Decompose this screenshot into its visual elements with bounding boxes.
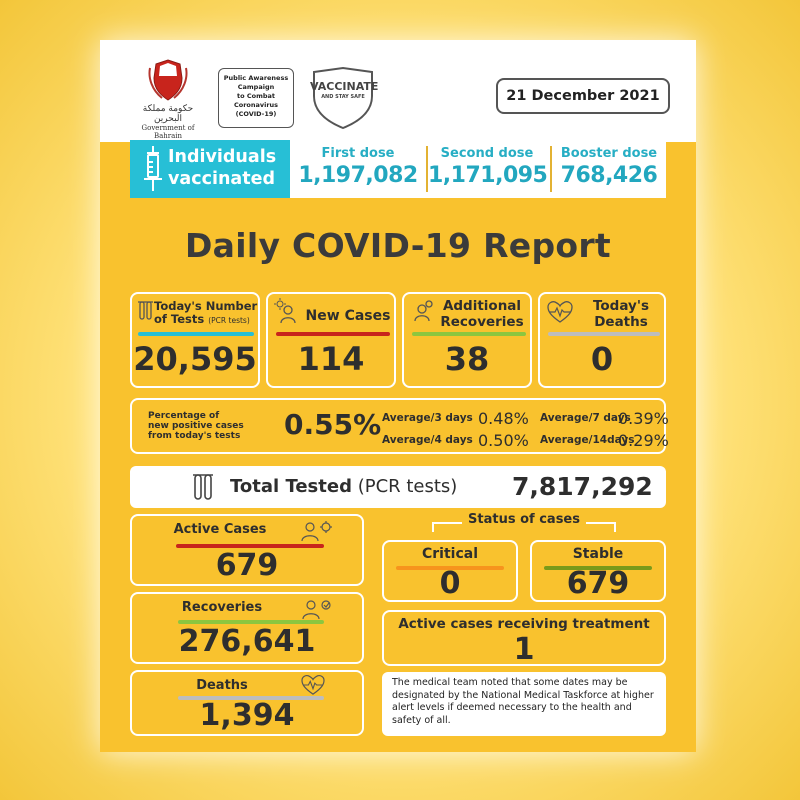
green-underline bbox=[412, 332, 526, 336]
recoveries-label-line: Recoveries bbox=[440, 314, 524, 330]
new-cases-label: New Cases bbox=[305, 308, 391, 324]
heart-pulse-icon bbox=[546, 300, 574, 324]
positivity-label-line: new positive cases bbox=[148, 421, 244, 431]
virus-icon bbox=[274, 298, 286, 310]
avg4-value: 0.50% bbox=[478, 431, 529, 450]
campaign-line: Coronavirus bbox=[233, 101, 279, 109]
campaign-badge bbox=[218, 68, 294, 128]
coat-of-arms-icon bbox=[148, 58, 188, 102]
tests-label-line bbox=[154, 313, 260, 327]
first-dose-label: First dose bbox=[321, 146, 395, 161]
stable-value: 679 bbox=[566, 566, 630, 601]
red-underline bbox=[276, 332, 390, 336]
new-cases-value: 114 bbox=[297, 340, 365, 378]
deaths-label-line: Deaths bbox=[594, 314, 648, 330]
avg3-value: 0.48% bbox=[478, 409, 529, 428]
person-virus-icon bbox=[298, 520, 336, 542]
tests-label-line: Today's Number bbox=[154, 299, 258, 313]
test-tubes-icon bbox=[138, 300, 154, 322]
status-title: Status of cases bbox=[468, 512, 580, 527]
total-tested-bar bbox=[130, 466, 666, 508]
total-tested-value: 7,817,292 bbox=[512, 472, 653, 501]
second-dose-value: 1,171,095 bbox=[428, 163, 548, 188]
tests-value: 20,595 bbox=[133, 340, 257, 378]
tests-label-small: (PCR tests) bbox=[208, 316, 250, 325]
individuals-vaccinated-panel bbox=[130, 140, 290, 198]
total-tested-label-bold: Total Tested bbox=[230, 476, 352, 497]
vax-title-line: vaccinated bbox=[168, 169, 275, 189]
avg7-label: Average/7 days bbox=[540, 412, 631, 424]
gray-underline bbox=[548, 332, 660, 336]
recoveries-value: 38 bbox=[444, 340, 490, 378]
campaign-line: Public Awareness bbox=[223, 74, 289, 82]
second-dose-stat bbox=[428, 146, 546, 188]
recoveries-card bbox=[402, 292, 532, 388]
critical-label: Critical bbox=[421, 546, 478, 562]
report-date: 21 December 2021 bbox=[496, 78, 670, 114]
avg14-label: Average/14days bbox=[540, 434, 635, 446]
campaign-line: Campaign bbox=[237, 83, 275, 91]
avg14-value: 0.29% bbox=[618, 431, 669, 450]
booster-dose-stat bbox=[552, 146, 666, 188]
active-cases-card bbox=[130, 514, 364, 586]
tests-label-line2: of Tests bbox=[154, 312, 205, 326]
positivity-rate-panel bbox=[130, 398, 669, 454]
cyan-underline bbox=[138, 332, 254, 336]
test-tubes-icon bbox=[192, 472, 214, 502]
medical-team-note: The medical team noted that some dates may be designated by the National Medical Taskforce at higher alert levels if deemed necessary to the health and safety of all. bbox=[382, 672, 666, 736]
active-cases-value: 679 bbox=[215, 548, 279, 583]
positivity-label-line: Percentage of bbox=[148, 411, 220, 421]
report-title: Daily COVID-19 Report bbox=[184, 226, 612, 265]
total-deaths-label: Deaths bbox=[196, 678, 248, 693]
new-cases-card bbox=[266, 292, 396, 388]
vaccinate-shield-badge bbox=[310, 66, 379, 130]
total-deaths-card bbox=[130, 670, 364, 736]
vaccinate-title: VACCINATE bbox=[310, 80, 379, 93]
second-dose-label: Second dose bbox=[440, 146, 534, 161]
vax-title-line: Individuals bbox=[168, 147, 277, 167]
recoveries-label-line: Additional bbox=[442, 298, 522, 314]
vaccinate-subtitle: AND STAY SAFE bbox=[321, 94, 365, 100]
deaths-label-line: Today's bbox=[592, 298, 650, 314]
critical-value: 0 bbox=[439, 566, 461, 601]
heart-pulse-icon bbox=[300, 674, 326, 696]
vaccination-strip bbox=[130, 140, 666, 198]
header bbox=[100, 40, 696, 142]
treatment-value: 1 bbox=[513, 632, 535, 667]
campaign-line: (COVID-19) bbox=[235, 110, 277, 118]
total-recoveries-value: 276,641 bbox=[178, 624, 316, 659]
stable-card bbox=[530, 540, 666, 602]
avg4-label: Average/4 days bbox=[382, 434, 473, 446]
total-deaths-value: 1,394 bbox=[199, 698, 295, 733]
campaign-line: to Combat bbox=[237, 92, 275, 100]
treatment-label: Active cases receiving treatment bbox=[398, 616, 650, 632]
stable-label: Stable bbox=[572, 546, 624, 562]
syringe-icon bbox=[140, 145, 166, 193]
positivity-label bbox=[148, 411, 244, 441]
positivity-label-line: from today's tests bbox=[148, 431, 241, 441]
total-tested-label-normal: (PCR tests) bbox=[357, 476, 458, 497]
deaths-label bbox=[578, 298, 664, 330]
booster-dose-label: Booster dose bbox=[560, 146, 658, 161]
first-dose-stat bbox=[294, 146, 422, 188]
deaths-value: 0 bbox=[590, 340, 614, 378]
tests-label bbox=[154, 300, 260, 327]
critical-card bbox=[382, 540, 518, 602]
first-dose-value: 1,197,082 bbox=[298, 163, 418, 188]
treatment-card bbox=[382, 610, 666, 666]
person-recovery-icon bbox=[300, 598, 336, 620]
individuals-vaccinated-title bbox=[168, 146, 276, 190]
positivity-value: 0.55% bbox=[284, 408, 382, 441]
recoveries-label bbox=[434, 298, 530, 330]
active-cases-label: Active Cases bbox=[173, 522, 267, 537]
avg7-value: 0.39% bbox=[618, 409, 669, 428]
report-card bbox=[100, 40, 696, 752]
gov-arabic-name: حكومة مملكة البحرين bbox=[142, 104, 194, 124]
total-recoveries-card bbox=[130, 592, 364, 664]
total-recoveries-label: Recoveries bbox=[181, 600, 263, 615]
bahrain-government-logo bbox=[128, 58, 208, 140]
total-tested-label bbox=[230, 476, 457, 497]
avg3-label: Average/3 days bbox=[382, 412, 473, 424]
booster-dose-value: 768,426 bbox=[560, 163, 658, 188]
person-recovery-icon bbox=[412, 300, 434, 322]
deaths-card bbox=[538, 292, 666, 388]
tests-card bbox=[130, 292, 260, 388]
gov-english-name: Government of Bahrain bbox=[141, 124, 195, 140]
